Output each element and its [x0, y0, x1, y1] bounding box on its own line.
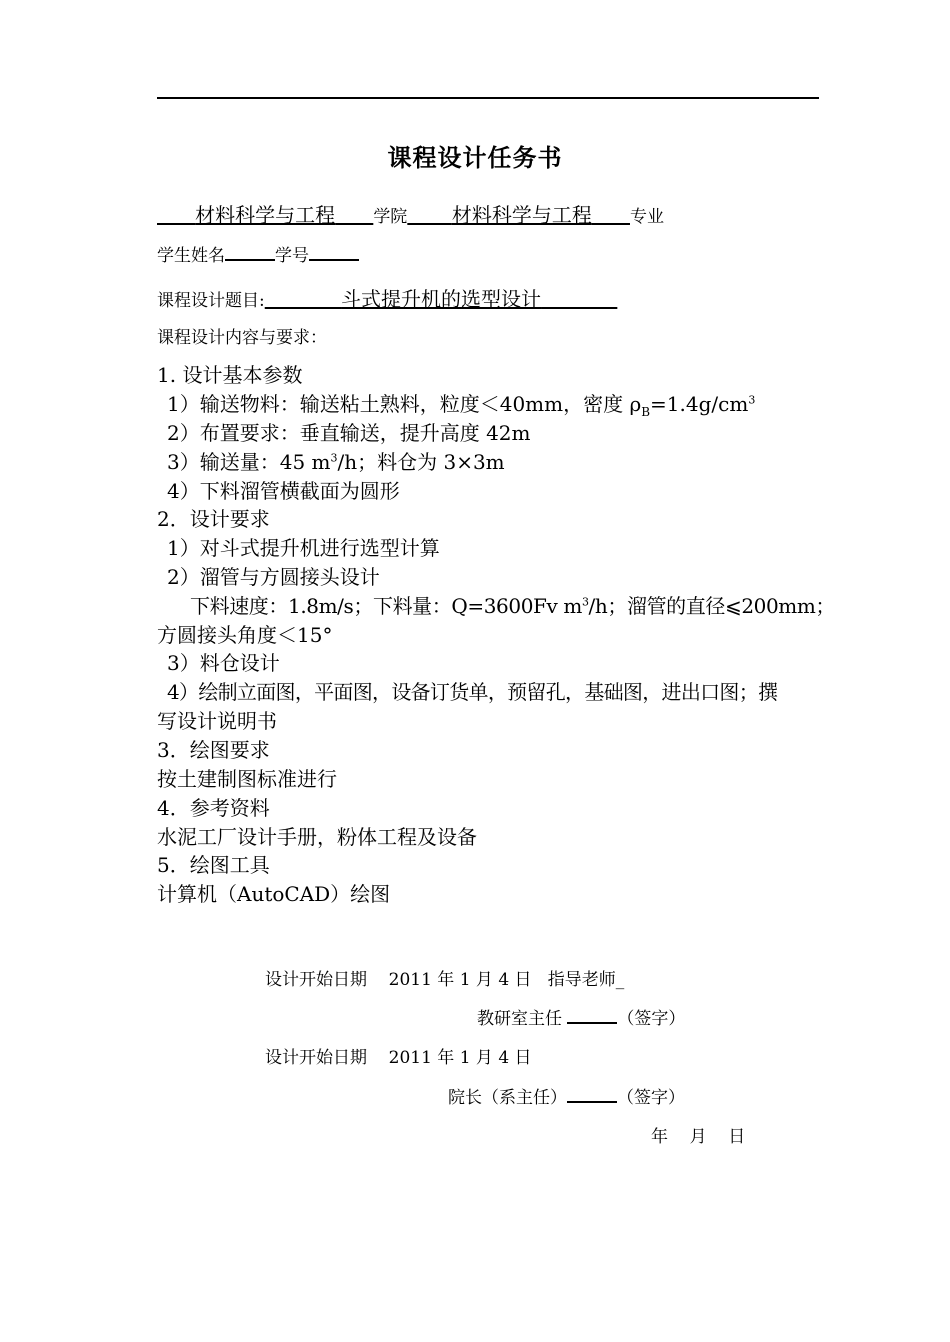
section-4-heading: 4．参考资料 — [157, 796, 270, 820]
s2-item-2: 2）溜管与方圆接头设计 — [167, 565, 380, 589]
topic-label: 课程设计题目: — [157, 291, 265, 311]
s2-item-2-detail: 下料速度：1.8m/s；下料量：Q=3600Fv $m^3/h$；溜管的直径⩽200mm； — [190, 594, 836, 618]
sign-note-1: （签字） — [617, 1009, 686, 1029]
s5-text: 计算机（AutoCAD）绘图 — [157, 882, 391, 906]
s1-item-4: 4）下料溜管横截面为圆形 — [167, 479, 400, 503]
signature-row-2 — [477, 1004, 685, 1029]
s1-item-1: 1）输送物料：输送粘土熟料，粒度＜40mm，密度 $\rho_B=1.4g/cm^3$ — [167, 392, 756, 419]
section-2-heading: 2．设计要求 — [157, 507, 270, 531]
start-date-label-1: 设计开始日期 — [265, 970, 367, 990]
director-label: 教研室主任 — [477, 1009, 562, 1029]
student-id-label: 学号 — [275, 246, 309, 266]
college-label: 学院 — [373, 207, 408, 227]
student-id-blank[interactable] — [309, 241, 359, 261]
s2-item-3: 3）料仓设计 — [167, 651, 280, 675]
topic-value: 斗式提升机的选型设计 — [341, 287, 542, 311]
s2-item-2-detail-cont: 方圆接头角度＜15° — [157, 623, 333, 647]
page-title: 课程设计任务书 — [387, 143, 563, 172]
start-date-value-2: 2011 年 1 月 4 日 — [388, 1048, 532, 1068]
s1-item-3: 3）输送量：45 $m^3/h$；料仓为 3×3m — [167, 450, 505, 474]
student-name-blank[interactable] — [225, 241, 275, 261]
section-5-heading: 5．绘图工具 — [157, 853, 270, 877]
start-date-label-2: 设计开始日期 — [265, 1048, 367, 1068]
s2-item-1: 1）对斗式提升机进行选型计算 — [167, 536, 440, 560]
major-value: 材料科学与工程 — [451, 203, 592, 227]
signature-row-4 — [448, 1083, 685, 1108]
dean-label: 院长（系主任） — [448, 1088, 567, 1108]
date-placeholder: 年 月 日 — [651, 1127, 746, 1147]
student-line — [157, 241, 359, 266]
major-label: 专业 — [629, 207, 664, 227]
topic-line — [157, 283, 617, 312]
college-line — [157, 199, 664, 228]
s3-text: 按土建制图标准进行 — [157, 767, 337, 791]
college-value: 材料科学与工程 — [195, 203, 336, 227]
sign-note-2: （签字） — [617, 1088, 685, 1108]
header-rule — [157, 97, 819, 99]
director-sign-blank[interactable] — [567, 1004, 617, 1024]
section-3-heading: 3．绘图要求 — [157, 738, 270, 762]
signature-row-3 — [265, 1043, 532, 1068]
advisor-label: 指导老师_ — [547, 970, 625, 990]
s2-item-4: 4）绘制立面图，平面图，设备订货单，预留孔，基础图，进出口图；撰 — [167, 680, 778, 704]
start-date-value-1: 2011 年 1 月 4 日 — [388, 970, 532, 990]
student-name-label: 学生姓名 — [157, 246, 225, 266]
signature-row-1 — [265, 965, 624, 990]
content-heading: 课程设计内容与要求： — [157, 328, 327, 348]
dean-sign-blank[interactable] — [567, 1083, 617, 1103]
section-1-heading: 1. 设计基本参数 — [157, 363, 303, 387]
s4-text: 水泥工厂设计手册，粉体工程及设备 — [157, 825, 477, 849]
s1-item-2: 2）布置要求：垂直输送，提升高度 42m — [167, 421, 531, 445]
s2-item-4-cont: 写设计说明书 — [157, 709, 277, 733]
